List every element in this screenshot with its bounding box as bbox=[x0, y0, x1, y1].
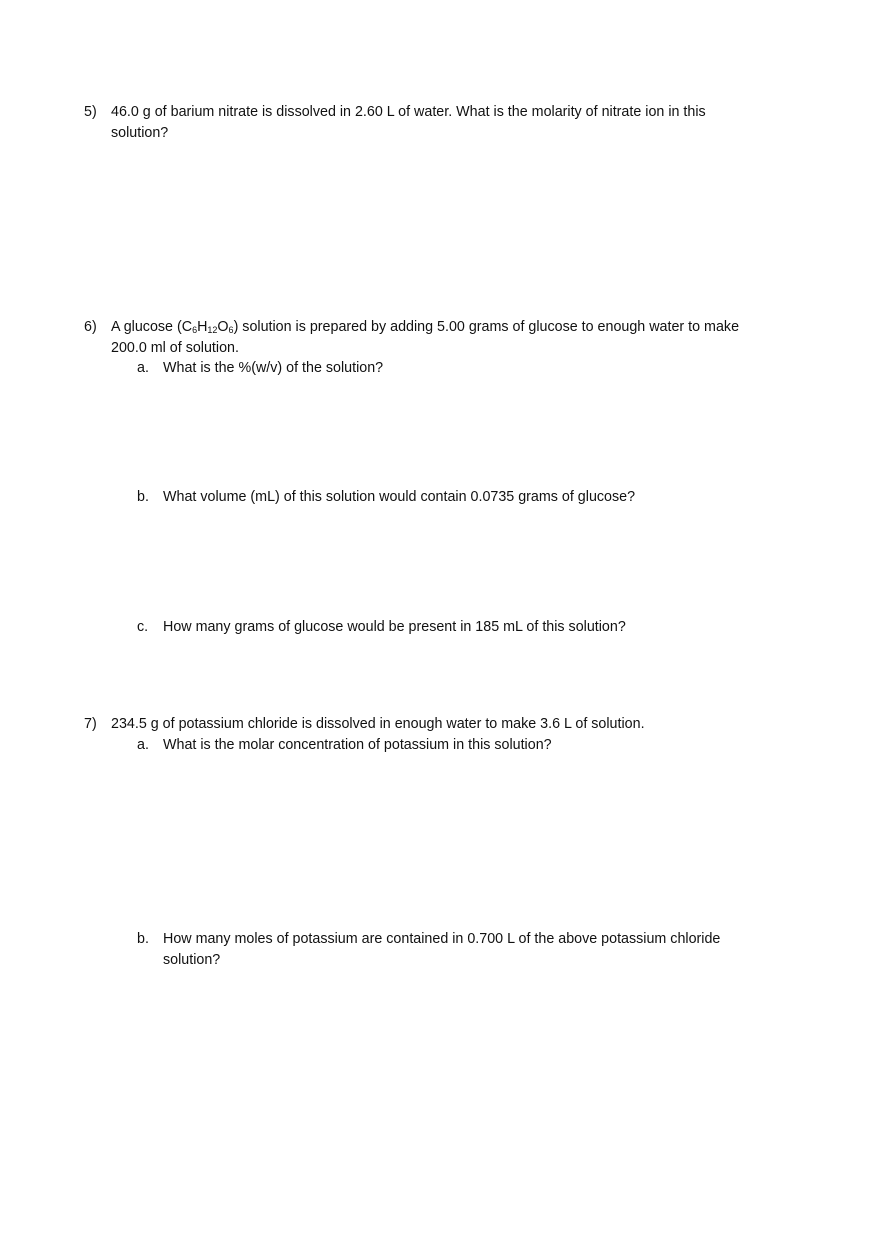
question-number: 7) bbox=[84, 716, 97, 732]
part-text: How many grams of glucose would be present in 185 mL of this solution? bbox=[163, 619, 626, 635]
part-letter: a. bbox=[137, 360, 149, 376]
question-6 bbox=[84, 317, 764, 359]
part-text: How many moles of potassium are contained in 0.700 L of the above potassium chloride solution? bbox=[163, 931, 721, 968]
question-6b bbox=[137, 487, 747, 508]
part-letter: a. bbox=[137, 737, 149, 753]
part-letter: b. bbox=[137, 489, 149, 505]
question-text-start: A glucose ( bbox=[111, 319, 182, 335]
part-text: What is the %(w/v) of the solution? bbox=[163, 360, 384, 376]
question-text: 46.0 g of barium nitrate is dissolved in 2.60 L of water. What is the molarity of nitrate ion in this solution? bbox=[111, 104, 706, 141]
part-letter: b. bbox=[137, 931, 149, 947]
question-6a bbox=[137, 358, 747, 379]
question-number: 6) bbox=[84, 319, 97, 335]
question-7a bbox=[137, 735, 747, 756]
question-text bbox=[111, 317, 764, 359]
part-text: What is the molar concentration of potassium in this solution? bbox=[163, 737, 552, 753]
part-letter: c. bbox=[137, 619, 149, 635]
question-5 bbox=[84, 102, 764, 144]
question-7 bbox=[84, 714, 764, 735]
question-text-end: ) solution is prepared by adding 5.00 grams of glucose to enough water to make 200.0 ml of solution. bbox=[111, 319, 740, 356]
question-number: 5) bbox=[84, 104, 97, 120]
question-6c bbox=[137, 617, 747, 638]
question-7b bbox=[137, 929, 747, 971]
part-text: What volume (mL) of this solution would contain 0.0735 grams of glucose? bbox=[163, 489, 636, 505]
glucose-formula: $C_6H_{12}O_6$ bbox=[181, 319, 234, 335]
question-text: 234.5 g of potassium chloride is dissolved in enough water to make 3.6 L of solution. bbox=[111, 716, 645, 732]
